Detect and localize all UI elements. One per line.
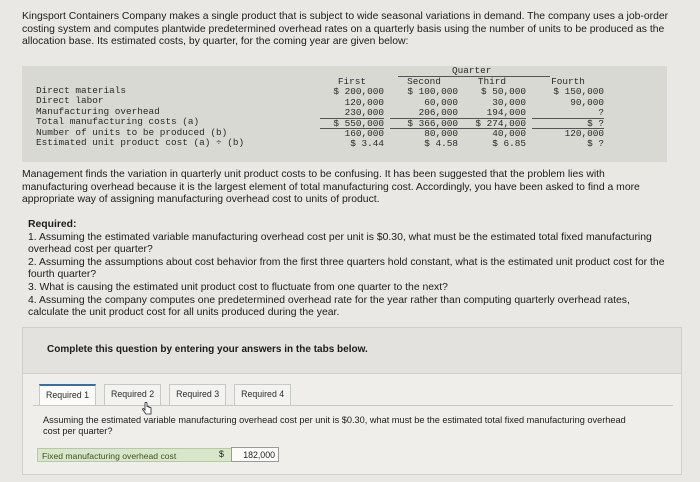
table-cell: $ 274,000: [458, 119, 526, 129]
fixed-overhead-input[interactable]: [231, 447, 279, 462]
tab-divider: [33, 405, 673, 406]
column-third: [458, 77, 526, 150]
table-cell: $ 6.85: [492, 138, 526, 150]
table-cell: $ 366,000: [390, 119, 458, 129]
required-tabs: [39, 384, 299, 406]
column-fourth: [532, 77, 604, 150]
instruction-banner: [23, 328, 681, 374]
required-item: 4. Assuming the company computes one predetermined overhead rate for the year rather than computing quarterly overhead rates, calculate the unit product cost for all units produced during the year.: [28, 294, 630, 319]
table-cell: 60,000: [424, 96, 458, 108]
management-paragraph: Management finds the variation in quarterly unit product costs to be confusing. It has been suggested that the problem lies with manufacturing overhead because it is the largest element of total manufacturing cost. Accordingly, you have been asked to find a more appropriate way of assigning manufacturing overhead cost to units of product.: [22, 169, 640, 206]
row-label: Estimated unit product cost (a) ÷ (b): [36, 136, 245, 148]
instruction-text: Complete this question by entering your answers in the tabs below.: [47, 344, 368, 355]
row-label: Direct labor: [36, 95, 104, 107]
table-cell: $ 50,000: [480, 86, 526, 98]
table-cell: ?: [532, 108, 604, 118]
table-cell: $ 200,000: [333, 86, 384, 98]
tab-required-1[interactable]: Required 1: [39, 384, 96, 406]
table-cell: 206,000: [390, 108, 458, 118]
table-cell: 230,000: [320, 108, 384, 118]
answer-panel: [22, 327, 682, 475]
column-header: Third: [477, 76, 507, 87]
column-second: [390, 77, 458, 150]
currency-symbol: $: [219, 449, 224, 459]
required-section: [28, 219, 673, 320]
table-cell: 90,000: [570, 96, 604, 108]
row-label: Number of units to be produced (b): [36, 126, 228, 138]
required-title: Required:: [28, 219, 77, 230]
table-cell: $ 550,000: [320, 119, 384, 129]
table-cell: 194,000: [458, 108, 526, 118]
table-cell: $ 150,000: [553, 86, 604, 98]
required-item: 2. Assuming the assumptions about cost behavior from the first three quarters hold constant, what is the estimated unit product cost for the fourth quarter?: [28, 256, 665, 281]
row-label: Direct materials: [36, 85, 127, 96]
table-cell: $ ?: [587, 138, 604, 150]
column-first: [320, 77, 384, 150]
table-cell: 30,000: [492, 96, 526, 108]
table-cell: 120,000: [344, 96, 384, 108]
table-cell: 40,000: [492, 127, 526, 139]
required-item: 3. What is causing the estimated unit product cost to fluctuate from one quarter to the next?: [28, 281, 448, 293]
table-cell: 80,000: [424, 127, 458, 139]
quarter-header: Quarter: [452, 65, 492, 76]
column-header: Second: [407, 76, 441, 87]
table-cell: $ 100,000: [407, 86, 458, 98]
table-cell: $ 3.44: [350, 138, 384, 150]
problem-intro: Kingsport Containers Company makes a single product that is subject to wide seasonal variations in demand. The company uses a job-order costing system and computes plantwide predetermined overhead rates on a quarterly basis using the number of units to be produced as the allocation base. Its estimated costs, by quarter, for the coming year are given below:: [22, 11, 669, 48]
row-labels: [36, 86, 244, 148]
column-header: Fourth: [551, 76, 585, 87]
table-cell: $ 4.58: [424, 138, 458, 150]
hand-pointer-icon: [141, 402, 153, 416]
question-text: Assuming the estimated variable manufacturing overhead cost per unit is $0.30, what must be the estimated total fixed manufacturing overhead cost per quarter?: [43, 415, 626, 437]
column-header: First: [337, 76, 367, 87]
required-item: 1. Assuming the estimated variable manufacturing overhead cost per unit is $0.30, what must be the estimated total fixed manufacturing overhead cost per quarter?: [28, 231, 652, 256]
table-cell: 160,000: [344, 127, 384, 139]
row-label: Manufacturing overhead: [36, 105, 160, 117]
answer-label: Fixed manufacturing overhead cost: [37, 448, 235, 462]
table-cell: 120,000: [564, 127, 604, 139]
table-cell: $ ?: [532, 119, 604, 129]
cost-table: [22, 66, 667, 162]
tab-required-4[interactable]: Required 4: [234, 384, 291, 406]
tab-required-3[interactable]: Required 3: [169, 384, 226, 406]
row-label: Total manufacturing costs (a): [36, 116, 200, 128]
tab-required-2[interactable]: Required 2: [104, 384, 161, 406]
